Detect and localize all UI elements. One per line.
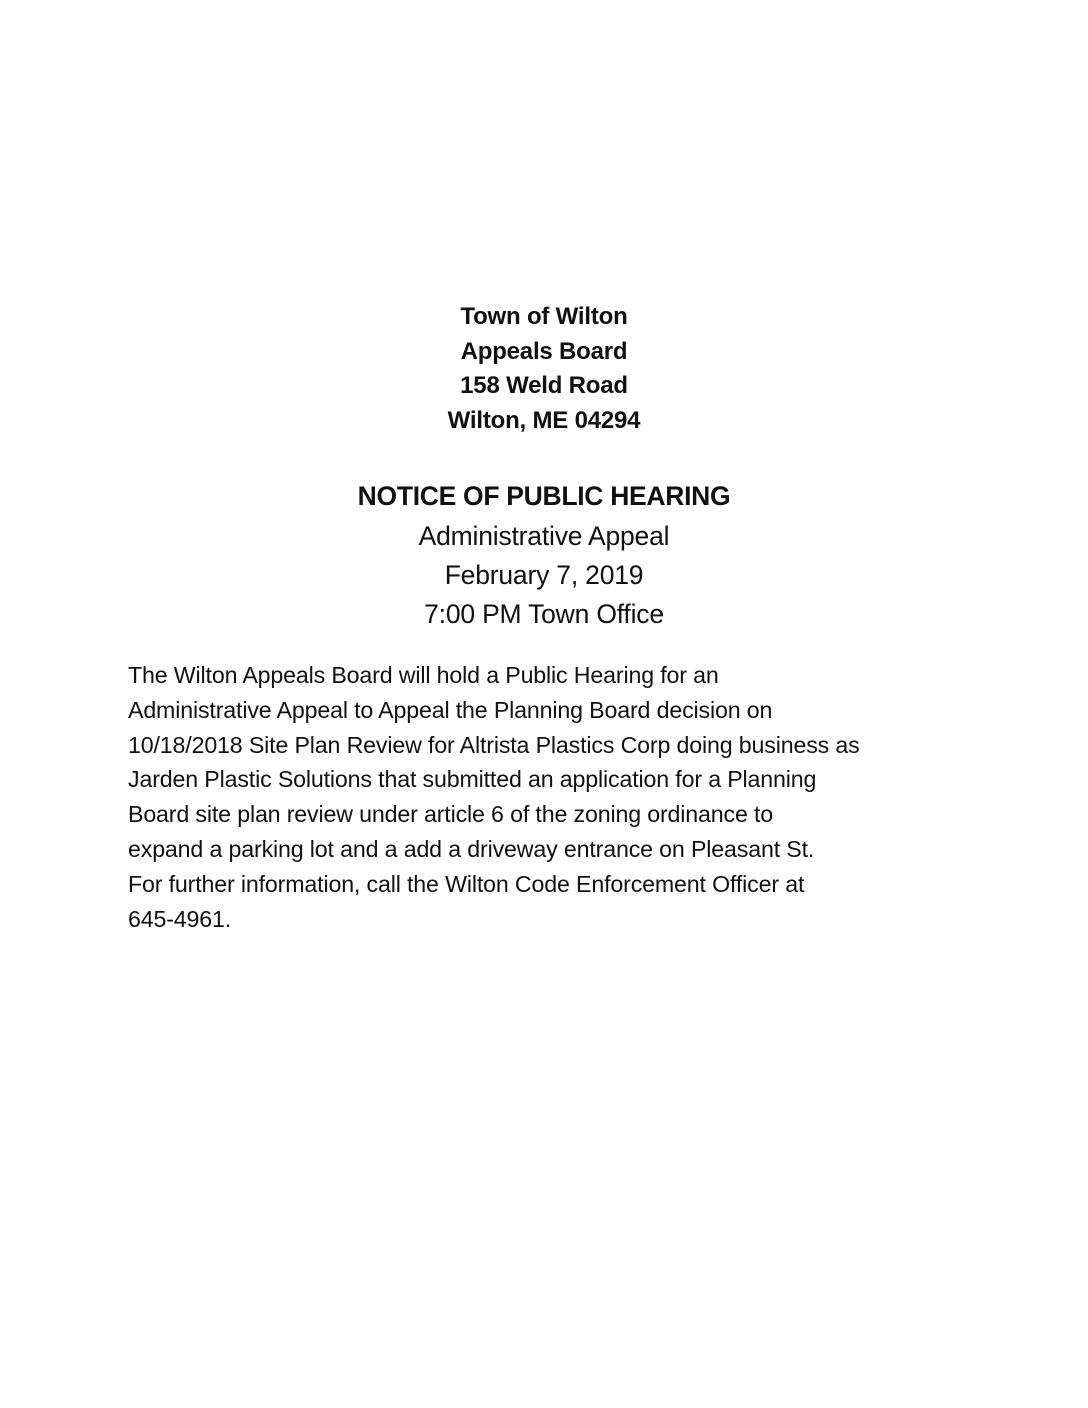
address-block — [0, 300, 1088, 438]
notice-header — [0, 475, 1088, 634]
notice-title: NOTICE OF PUBLIC HEARING — [357, 481, 731, 511]
body-line: expand a parking lot and a add a driveway entrance on Pleasant St. — [128, 835, 815, 862]
notice-subtitle: Administrative Appeal — [418, 521, 670, 551]
body-line: The Wilton Appeals Board will hold a Public Hearing for an — [128, 662, 719, 688]
hearing-time-location: 7:00 PM Town Office — [424, 599, 664, 629]
notice-body — [128, 658, 988, 936]
phone-number: 645-4961. — [128, 905, 232, 932]
town-name: Town of Wilton — [460, 303, 628, 330]
body-line: 10/18/2018 Site Plan Review for Altrista Plastics Corp doing business as — [128, 731, 860, 758]
street-address: 158 Weld Road — [460, 372, 628, 399]
body-line: Jarden Plastic Solutions that submitted an application for a Planning — [128, 766, 817, 793]
city-state-zip: Wilton, ME 04294 — [447, 406, 641, 434]
body-line: Board site plan review under article 6 of the zoning ordinance to — [128, 801, 774, 828]
board-name: Appeals Board — [460, 337, 628, 365]
body-line: For further information, call the Wilton Code Enforcement Officer at — [128, 870, 805, 897]
body-line: Administrative Appeal to Appeal the Planning Board decision on — [128, 696, 773, 723]
hearing-date: February 7, 2019 — [444, 560, 644, 590]
